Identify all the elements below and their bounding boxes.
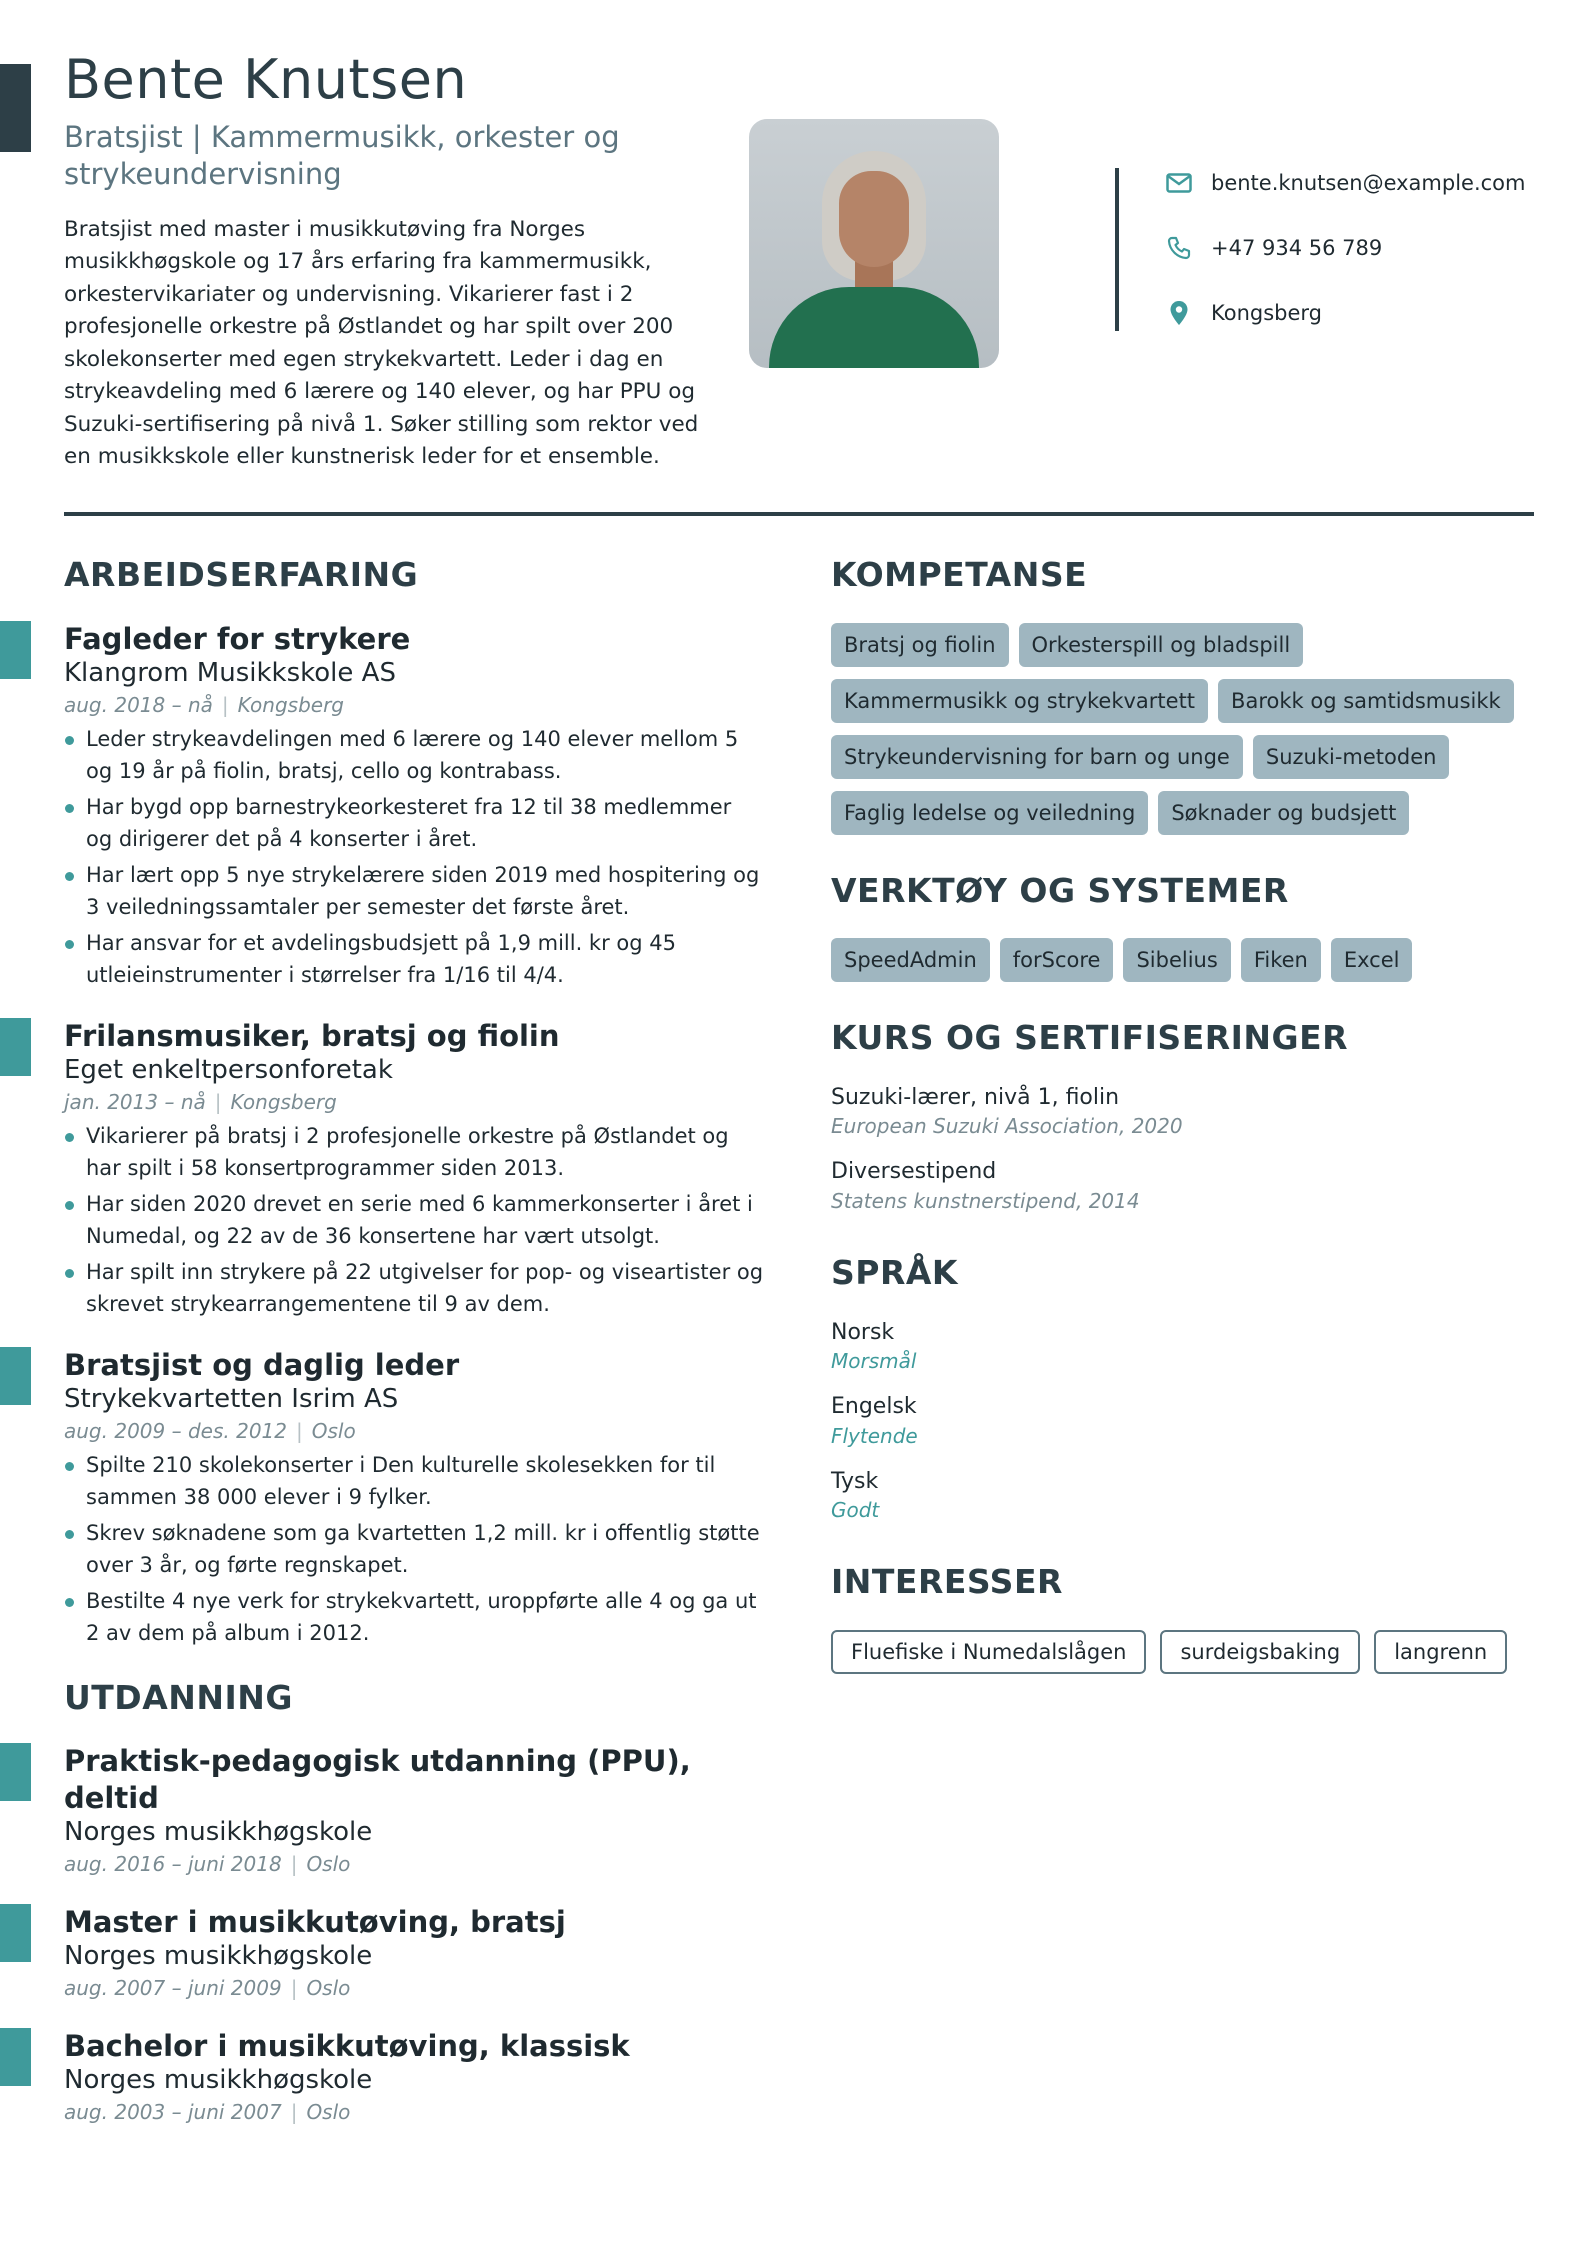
- interests-chips: [831, 1630, 1531, 1674]
- job-bullet: Har siden 2020 drevet en serie med 6 kammerkonserter i året i Numedal, og 22 av de 36 konsertene har vært utsolgt.: [64, 1188, 764, 1253]
- job-meta: [64, 1417, 764, 1445]
- language-name: Norsk: [831, 1319, 895, 1345]
- education-place: Oslo: [306, 1975, 351, 2000]
- tool-chip: Excel: [1331, 938, 1413, 982]
- employer: Strykekvartetten Isrim AS: [64, 1383, 399, 1414]
- employer: Eget enkeltpersonforetak: [64, 1054, 393, 1085]
- skill-chip: Faglig ledelse og veiledning: [831, 791, 1148, 835]
- skill-chip: Søknader og budsjett: [1158, 791, 1409, 835]
- interest-chip: surdeigsbaking: [1160, 1630, 1360, 1674]
- meta-separator: |: [290, 1851, 298, 1876]
- job-dates: aug. 2018 – nå: [64, 692, 213, 717]
- tool-chip: Fiken: [1241, 938, 1321, 982]
- contact-list: [1165, 168, 1526, 363]
- candidate-headline: Bratsjist | Kammermusikk, orkester og strykeundervisning: [64, 120, 620, 191]
- tool-chip: forScore: [1000, 938, 1114, 982]
- experience-entry: [64, 1018, 764, 1321]
- education-entry: [64, 1743, 764, 1877]
- language-name: Engelsk: [831, 1394, 917, 1420]
- job-bullet: Vikarierer på bratsj i 2 profesjonelle orkestre på Østlandet og har spilt i 58 konsertprogrammer siden 2013.: [64, 1120, 764, 1185]
- job-bullet: Har spilt inn strykere på 22 utgivelser for pop- og viseartister og skrevet strykearrangementene til 9 av dem.: [64, 1256, 764, 1321]
- language-level: Godt: [831, 1498, 880, 1523]
- education-meta: [64, 1974, 764, 2002]
- profile-summary: Bratsjist med master i musikkutøving fra Norges musikkhøgskole og 17 års erfaring fra kammermusikk, orkestervikariater og undervisning. Vikarierer fast i 2 profesjonelle orkestre på Østlandet og har spilt over 200 skolekonserter med egen strykekvartett. Leder i dag en strykeavdeling med 6 lærere og 140 elever, og har PPU og Suzuki-sertifisering på nivå 1. Søker stilling som rektor ved en musikkskole eller kunstnerisk leder for et ensemble.: [64, 216, 699, 470]
- meta-separator: |: [221, 692, 229, 717]
- profile-photo: [749, 119, 999, 368]
- skill-chip: Kammermusikk og strykekvartett: [831, 679, 1208, 723]
- tool-chip: Sibelius: [1123, 938, 1230, 982]
- entry-marker: [0, 1743, 31, 1801]
- job-bullets: [64, 1120, 764, 1321]
- skill-chip: Orkesterspill og bladspill: [1019, 623, 1304, 667]
- skill-chip: Barokk og samtidsmusikk: [1218, 679, 1514, 723]
- meta-separator: |: [290, 1975, 298, 2000]
- entry-marker: [0, 621, 31, 679]
- education-dates: aug. 2003 – juni 2007: [64, 2099, 282, 2124]
- job-bullets: [64, 1449, 764, 1650]
- courses-heading: KURS OG SERTIFISERINGER: [831, 1018, 1349, 1058]
- course-item: [831, 1084, 1531, 1141]
- job-place: Kongsberg: [237, 692, 344, 717]
- school-name: Norges musikkhøgskole: [64, 1940, 373, 1971]
- job-bullet: Spilte 210 skolekonserter i Den kulturelle skolesekken for til sammen 38 000 elever i 9 fylker.: [64, 1449, 764, 1514]
- meta-separator: |: [290, 2099, 298, 2124]
- experience-entry: [64, 1347, 764, 1650]
- languages-heading: SPRÅK: [831, 1252, 958, 1292]
- languages-list: [831, 1319, 1531, 1525]
- job-bullet: Har bygd opp barnestrykeorkesteret fra 12 til 38 medlemmer og dirigerer det på 4 konserter i året.: [64, 791, 764, 856]
- right-column: [831, 555, 1531, 1674]
- course-title: Diversestipend: [831, 1159, 997, 1185]
- job-bullet: Leder strykeavdelingen med 6 lærere og 140 elever mellom 5 og 19 år på fiolin, bratsj, cello og kontrabass.: [64, 723, 764, 788]
- tools-heading: VERKTØY OG SYSTEMER: [831, 870, 1289, 910]
- job-place: Oslo: [311, 1418, 356, 1443]
- job-title: Bratsjist og daglig leder: [64, 1347, 460, 1382]
- entry-marker: [0, 1904, 31, 1962]
- course-issuer: Statens kunstnerstipend, 2014: [831, 1188, 1140, 1213]
- map-pin-icon: [1165, 299, 1193, 327]
- language-item: [831, 1393, 1531, 1450]
- language-level: Morsmål: [831, 1349, 917, 1374]
- experience-list: [64, 621, 764, 1650]
- experience-heading: ARBEIDSERFARING: [64, 555, 419, 594]
- mail-icon: [1165, 169, 1193, 197]
- language-level: Flytende: [831, 1423, 918, 1448]
- header: [64, 50, 1534, 495]
- entry-marker: [0, 1018, 31, 1076]
- education-dates: aug. 2016 – juni 2018: [64, 1851, 282, 1876]
- contact-location-text: Kongsberg: [1211, 301, 1322, 325]
- education-place: Oslo: [306, 1851, 351, 1876]
- course-title: Suzuki-lærer, nivå 1, fiolin: [831, 1084, 1120, 1110]
- phone-icon: [1165, 234, 1193, 262]
- contact-divider: [1115, 168, 1119, 331]
- employer: Klangrom Musikkskole AS: [64, 657, 396, 688]
- language-name: Tysk: [831, 1468, 879, 1494]
- skill-chip: Strykeundervisning for barn og unge: [831, 735, 1243, 779]
- skills-heading: KOMPETANSE: [831, 555, 1088, 594]
- header-accent-bar: [0, 64, 31, 152]
- contact-phone-text: +47 934 56 789: [1211, 236, 1383, 260]
- interest-chip: langrenn: [1374, 1630, 1507, 1674]
- contact-location: [1165, 298, 1526, 328]
- entry-marker: [0, 1347, 31, 1405]
- education-place: Oslo: [306, 2099, 351, 2124]
- skills-chips: [831, 623, 1531, 835]
- language-item: [831, 1319, 1531, 1376]
- degree-title: Master i musikkutøving, bratsj: [64, 1904, 566, 1939]
- job-dates: jan. 2013 – nå: [64, 1089, 206, 1114]
- experience-entry: [64, 621, 764, 992]
- degree-title: Bachelor i musikkutøving, klassisk: [64, 2028, 630, 2063]
- header-rule: [64, 512, 1534, 516]
- skill-chip: Bratsj og fiolin: [831, 623, 1009, 667]
- interests-heading: INTERESSER: [831, 1562, 1063, 1602]
- education-meta: [64, 1850, 764, 1878]
- job-title: Fagleder for strykere: [64, 621, 411, 656]
- job-bullet: Har lært opp 5 nye strykelærere siden 2019 med hospitering og 3 veiledningssamtaler per semester det første året.: [64, 859, 764, 924]
- job-title: Frilansmusiker, bratsj og fiolin: [64, 1018, 560, 1053]
- education-entry: [64, 1904, 764, 2002]
- education-list: [64, 1743, 764, 2125]
- courses-list: [831, 1084, 1531, 1215]
- school-name: Norges musikkhøgskole: [64, 1816, 373, 1847]
- tool-chip: SpeedAdmin: [831, 938, 990, 982]
- language-item: [831, 1468, 1531, 1525]
- candidate-name: Bente Knutsen: [64, 48, 468, 111]
- school-name: Norges musikkhøgskole: [64, 2064, 373, 2095]
- job-dates: aug. 2009 – des. 2012: [64, 1418, 287, 1443]
- course-issuer: European Suzuki Association, 2020: [831, 1114, 1183, 1139]
- course-item: [831, 1158, 1531, 1215]
- job-bullet: Skrev søknadene som ga kvartetten 1,2 mill. kr i offentlig støtte over 3 år, og førte regnskapet.: [64, 1517, 764, 1582]
- degree-title: Praktisk-pedagogisk utdanning (PPU), deltid: [64, 1744, 691, 1815]
- education-dates: aug. 2007 – juni 2009: [64, 1975, 282, 2000]
- job-bullet: Bestilte 4 nye verk for strykekvartett, uroppførte alle 4 og ga ut 2 av dem på album i 2012.: [64, 1585, 764, 1650]
- job-meta: [64, 691, 764, 719]
- entry-marker: [0, 2028, 31, 2086]
- meta-separator: |: [214, 1089, 222, 1114]
- education-entry: [64, 2028, 764, 2126]
- left-column: [64, 555, 764, 2126]
- contact-email-text: bente.knutsen@example.com: [1211, 171, 1526, 195]
- job-bullets: [64, 723, 764, 992]
- job-bullet: Har ansvar for et avdelingsbudsjett på 1,9 mill. kr og 45 utleieinstrumenter i størrelser fra 1/16 til 4/4.: [64, 927, 764, 992]
- tools-chips: [831, 938, 1531, 982]
- education-meta: [64, 2098, 764, 2126]
- skill-chip: Suzuki-metoden: [1253, 735, 1450, 779]
- meta-separator: |: [296, 1418, 303, 1443]
- education-heading: UTDANNING: [64, 1677, 293, 1717]
- interest-chip: Fluefiske i Numedalslågen: [831, 1630, 1146, 1674]
- job-meta: [64, 1088, 764, 1116]
- contact-email[interactable]: [1165, 168, 1526, 198]
- contact-phone[interactable]: [1165, 233, 1526, 263]
- job-place: Kongsberg: [230, 1089, 337, 1114]
